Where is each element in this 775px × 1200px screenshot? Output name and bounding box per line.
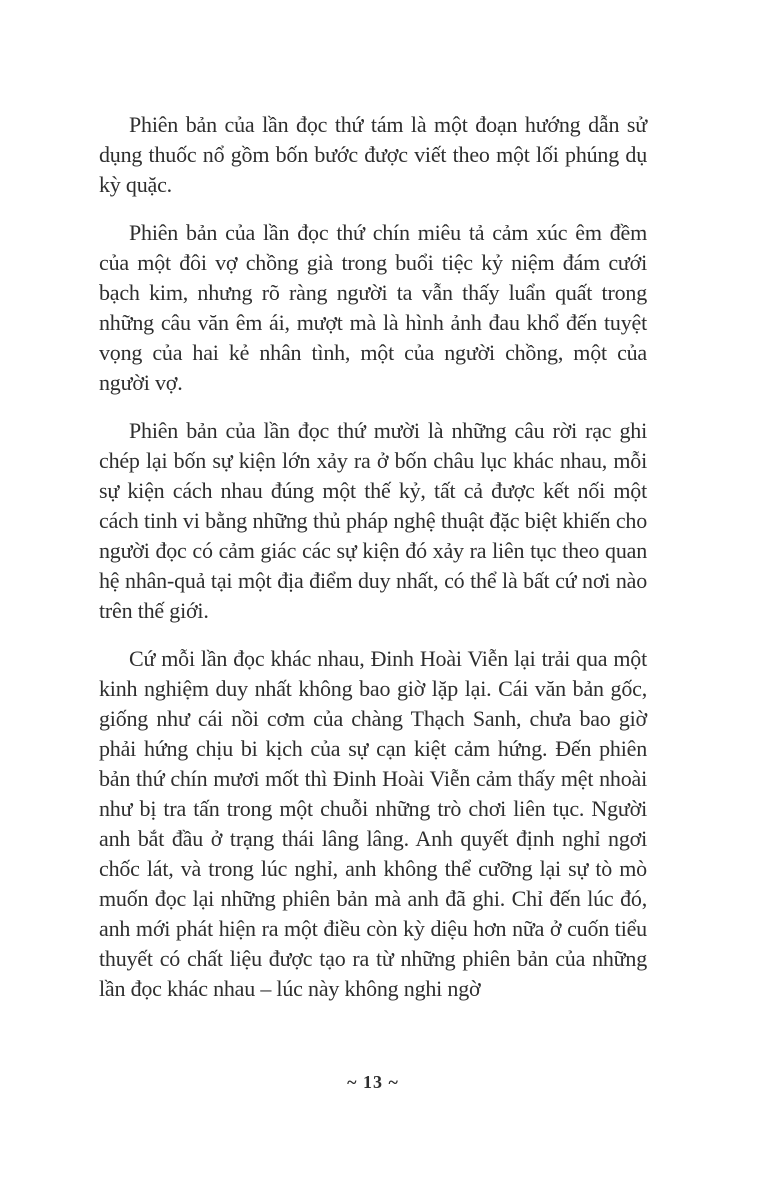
- page-number: ~ 13 ~: [347, 1072, 399, 1092]
- paragraph: Phiên bản của lần đọc thứ mười là những câu rời rạc ghi chép lại bốn sự kiện lớn xảy ra ở bốn châu lục khác nhau, mỗi sự kiện cách nhau đúng một thế kỷ, tất cả được kết nối một cách tinh vi bằng những thủ pháp nghệ thuật đặc biệt khiến cho người đọc có cảm giác các sự kiện đó xảy ra liên tục theo quan hệ nhân-quả tại một địa điểm duy nhất, có thể là bất cứ nơi nào trên thế giới.: [99, 418, 647, 623]
- paragraph: Phiên bản của lần đọc thứ tám là một đoạn hướng dẫn sử dụng thuốc nổ gồm bốn bước được viết theo một lối phúng dụ kỳ quặc.: [99, 112, 647, 197]
- paragraph: Cứ mỗi lần đọc khác nhau, Đinh Hoài Viễn lại trải qua một kinh nghiệm duy nhất không bao giờ lặp lại. Cái văn bản gốc, giống như cái nồi cơm của chàng Thạch Sanh, chưa bao giờ phải hứng chịu bi kịch của sự cạn kiệt cảm hứng. Đến phiên bản thứ chín mươi mốt thì Đinh Hoài Viễn cảm thấy mệt nhoài như bị tra tấn trong một chuỗi những trò chơi liên tục. Người anh bắt đầu ở trạng thái lâng lâng. Anh quyết định nghỉ ngơi chốc lát, và trong lúc nghỉ, anh không thể cưỡng lại sự tò mò muốn đọc lại những phiên bản mà anh đã ghi. Chỉ đến lúc đó, anh mới phát hiện ra một điều còn kỳ diệu hơn nữa ở cuốn tiểu thuyết có chất liệu được tạo ra từ những phiên bản của những lần đọc khác nhau – lúc này không nghi ngờ: [99, 646, 647, 1001]
- page-text: [99, 110, 647, 1022]
- paragraph: Phiên bản của lần đọc thứ chín miêu tả cảm xúc êm đềm của một đôi vợ chồng già trong buổi tiệc kỷ niệm đám cưới bạch kim, nhưng rõ ràng người ta vẫn thấy luẩn quất trong những câu văn êm ái, mượt mà là hình ảnh đau khổ đến tuyệt vọng của hai kẻ nhân tình, một của người chồng, một của người vợ.: [99, 220, 647, 395]
